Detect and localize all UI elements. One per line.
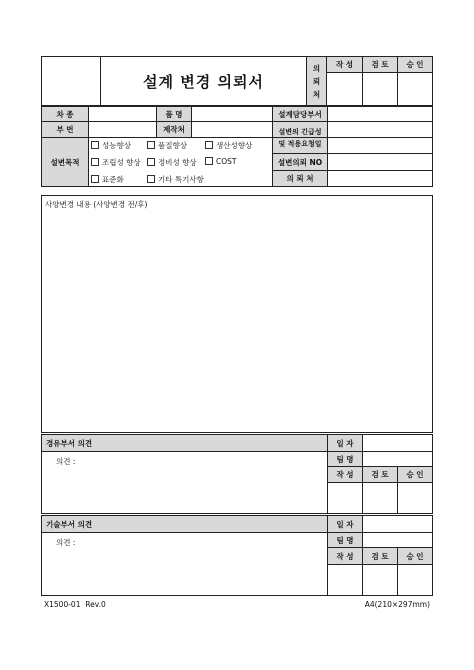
request-origin-label: 의 뢰 처 — [312, 63, 321, 99]
option-assembly[interactable]: 조립성 향상 — [91, 157, 141, 168]
tech-dept-writer-header: 작 성 — [336, 551, 354, 561]
vehicle-type-label: 차 종 — [56, 109, 74, 119]
urgency-field[interactable] — [328, 122, 432, 153]
tech-dept-team-field[interactable] — [363, 533, 432, 547]
requester-label: 의 뢰 처 — [286, 174, 314, 183]
design-dept-field[interactable] — [328, 107, 432, 121]
paper-size: A4(210×297mm) — [364, 600, 430, 609]
via-dept-reviewer-signature[interactable] — [363, 483, 397, 513]
tech-dept-title: 기술부서 의견 — [46, 519, 93, 529]
part-number-field[interactable] — [89, 122, 156, 137]
change-no-field[interactable] — [328, 154, 432, 170]
via-dept-team-field[interactable] — [363, 452, 432, 466]
option-standardization[interactable]: 표준화 — [91, 174, 124, 185]
checkbox-icon — [91, 141, 99, 149]
manufacturer-field[interactable] — [192, 122, 272, 137]
requester-field[interactable] — [328, 171, 432, 186]
checkbox-icon — [91, 175, 99, 183]
tech-dept-opinion-field[interactable] — [42, 533, 327, 595]
tech-dept-opinion-label: 의견 : — [56, 538, 76, 547]
option-cost[interactable]: COST — [205, 157, 236, 166]
approval-writer-header: 작 성 — [335, 60, 354, 69]
via-dept-opinion-label: 의견 : — [56, 457, 76, 466]
tech-dept-date-field[interactable] — [363, 516, 432, 532]
change-content-section[interactable] — [41, 195, 433, 433]
approval-approver-header: 승 인 — [406, 60, 424, 69]
via-dept-writer-header: 작 성 — [336, 470, 354, 479]
vehicle-type-field[interactable] — [89, 107, 156, 121]
option-other[interactable]: 기타 특기사항 — [147, 174, 204, 185]
part-number-label: 부 번 — [56, 125, 74, 134]
checkbox-icon — [147, 158, 155, 166]
option-maintenance[interactable]: 정비성 향상 — [147, 157, 197, 168]
option-performance[interactable]: 성능향상 — [91, 140, 131, 151]
checkbox-icon — [91, 158, 99, 166]
tech-dept-approver-header: 승 인 — [406, 551, 424, 561]
urgency-label: 설변의 긴급성 및 적용요청일 — [278, 127, 322, 148]
form-number: X1500-01 Rev.0 — [44, 600, 106, 609]
via-dept-approver-header: 승 인 — [406, 470, 424, 479]
checkbox-icon — [147, 175, 155, 183]
via-dept-date-label: 일 자 — [336, 438, 354, 448]
product-name-label: 품 명 — [165, 109, 183, 119]
change-content-label: 사양변경 내용 (사양변경 전/후) — [45, 200, 148, 209]
via-dept-writer-signature[interactable] — [328, 483, 362, 513]
document-title: 설계 변경 의뢰서 — [143, 72, 264, 91]
manufacturer-label: 제작처 — [163, 125, 185, 134]
approval-reviewer-header: 검 토 — [371, 60, 389, 69]
checkbox-icon — [205, 157, 213, 165]
via-dept-opinion-field[interactable] — [42, 452, 327, 513]
checkbox-icon — [147, 141, 155, 149]
tech-dept-approver-signature[interactable] — [398, 565, 432, 595]
purpose-label: 설변목적 — [50, 157, 80, 167]
option-productivity[interactable]: 생산성향상 — [205, 140, 252, 151]
tech-dept-reviewer-signature[interactable] — [363, 565, 397, 595]
via-dept-approver-signature[interactable] — [398, 483, 432, 513]
approval-writer-signature[interactable] — [327, 73, 362, 105]
tech-dept-date-label: 일 자 — [336, 519, 354, 529]
via-dept-reviewer-header: 검 토 — [371, 470, 389, 479]
tech-dept-reviewer-header: 검 토 — [371, 551, 389, 561]
tech-dept-writer-signature[interactable] — [328, 565, 362, 595]
approval-reviewer-signature[interactable] — [363, 73, 397, 105]
checkbox-icon — [205, 141, 213, 149]
tech-dept-team-label: 팀 명 — [336, 535, 354, 545]
option-quality[interactable]: 품질향상 — [147, 140, 187, 151]
via-dept-date-field[interactable] — [363, 435, 432, 451]
via-dept-team-label: 팀 명 — [336, 454, 354, 464]
approval-approver-signature[interactable] — [398, 73, 432, 105]
via-dept-title: 경유부서 의견 — [46, 438, 93, 448]
product-name-field[interactable] — [192, 107, 272, 121]
change-no-label: 설변의뢰 NO — [277, 157, 323, 167]
design-dept-label: 설계담당부서 — [278, 109, 322, 119]
